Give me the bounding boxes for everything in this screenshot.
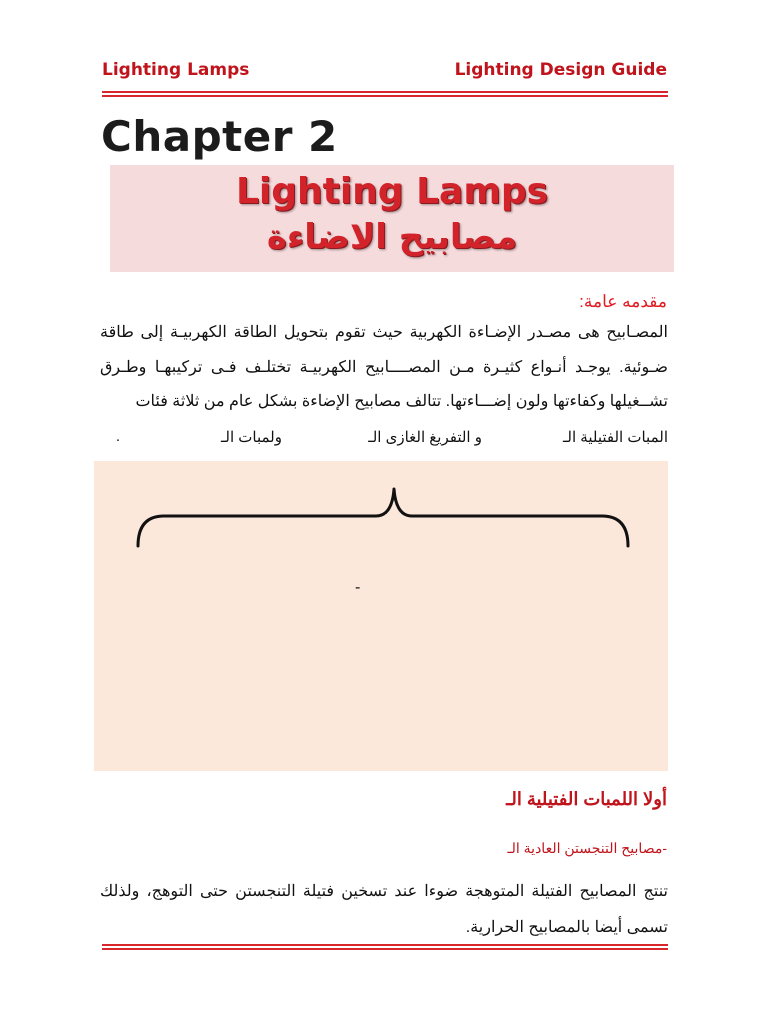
intro-heading: مقدمه عامة:	[579, 292, 667, 311]
intro-paragraph: المصـابيح هى مصـدر الإضـاءة الكهربية حيث تقوم بتحويل الطاقة الكهربيـة إلى طاقة ضـوئية. يوجـد أنـواع كثيـرة مـن المصــــابيح الكهربيـة تختلـف فـى تركيبهـا وطـرق تشــغيلها وكفاءتها ولون إضـــاءتها. تتالف مصابيح الإضاءة بشكل عام من ثلاثة فئات	[100, 324, 668, 410]
header-right-title: Lighting Design Guide	[454, 60, 667, 80]
chapter-heading: Chapter 2	[101, 112, 338, 161]
section-title-filament: أولا اللمبات الفتيلية الـ	[506, 789, 667, 809]
header-left-title: Lighting Lamps	[102, 60, 250, 80]
categories-line	[100, 428, 668, 452]
banner-title-ar: مصابيح الاضاءة	[266, 217, 518, 257]
subsection-title-tungsten: -مصابيح التنجستن العادية الـ	[507, 840, 667, 856]
header-rule-bottom	[102, 95, 668, 97]
chapter-banner	[110, 165, 674, 272]
footer-rule-bottom	[102, 948, 668, 950]
category-filament: المبات الفتيلية الـ	[562, 429, 668, 446]
lamp-categories-panel	[94, 461, 668, 771]
curly-brace	[138, 489, 628, 546]
header-rule-top	[102, 91, 668, 93]
section-paragraph-tungsten: تنتج المصابيح الفتيلة المتوهجة ضوءا عند تسخين فتيلة التنجستن حتى التوهج، ولذلك تسمى أيضا بالمصابيح الحرارية.	[100, 883, 668, 936]
category-gas-discharge: و التفريغ الغازى الـ	[368, 429, 482, 446]
brace-diagram	[94, 461, 668, 771]
footer-rule-top	[102, 944, 668, 946]
category-period: .	[115, 428, 120, 445]
panel-center-mark: -	[355, 579, 361, 596]
category-other: ولمبات الـ	[220, 429, 282, 446]
banner-title-en: Lighting Lamps	[235, 171, 549, 212]
